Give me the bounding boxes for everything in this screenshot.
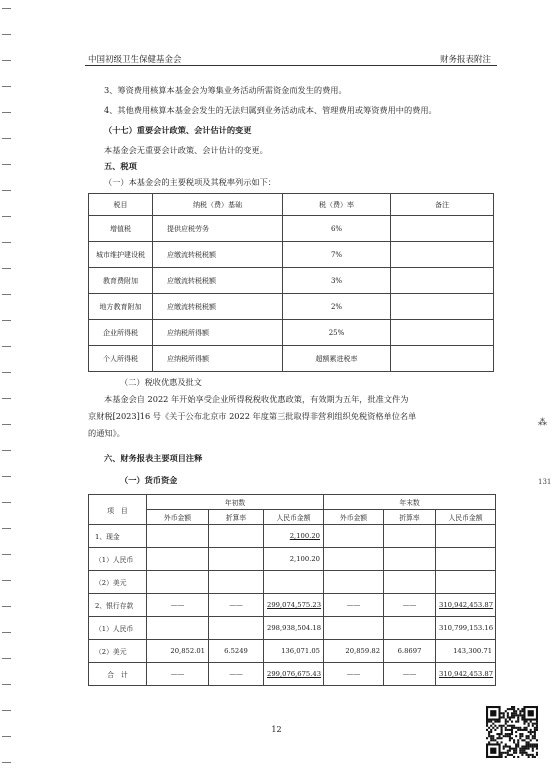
table-row — [89, 320, 494, 346]
table-cell — [384, 525, 436, 548]
table-cell: 增值税 — [89, 216, 153, 242]
column-header: 人民币金额 — [264, 510, 324, 525]
table-header-row — [89, 194, 494, 216]
table-cell: —— — [209, 594, 264, 617]
table-cell — [384, 617, 436, 640]
table-cell — [209, 525, 264, 548]
table-cell: 299,076,675.43 — [264, 663, 324, 686]
table-cell — [324, 571, 384, 594]
subsection-heading-tax-rates: （一）本基金会的主要税项及其税率列示如下： — [104, 177, 276, 187]
column-header: 备注 — [391, 194, 494, 216]
column-header: 折算率 — [384, 510, 436, 525]
table-cell: 企业所得税 — [89, 320, 153, 346]
subsection-heading-monetary-funds: （一）货币资金 — [120, 475, 178, 485]
table-cell: 2,100.20 — [264, 525, 324, 548]
table-cell — [384, 571, 436, 594]
binding-dash — [2, 372, 11, 373]
table-cell — [147, 617, 209, 640]
paragraph-tax-incentive-line: 本基金会自 2022 年开始享受企业所得税税收优惠政策，有效期为五年，批准文件为 — [104, 394, 409, 404]
table-cell: 地方教育附加 — [89, 294, 153, 320]
table-cell: 310,799,153.16 — [436, 617, 496, 640]
row-label: （2）美元 — [89, 571, 147, 594]
row-label: 2、银行存款 — [89, 594, 147, 617]
table-cell: 6.8697 — [384, 640, 436, 663]
table-cell — [384, 548, 436, 571]
table-row — [89, 640, 496, 663]
margin-stamp-mark: ⁂ — [538, 418, 547, 428]
monetary-funds-table — [88, 494, 496, 686]
table-cell: 6% — [283, 216, 391, 242]
table-cell: —— — [209, 663, 264, 686]
table-cell — [209, 617, 264, 640]
table-cell: 应缴流转税税额 — [153, 268, 283, 294]
column-header-item: 项 目 — [89, 495, 147, 525]
table-row — [89, 294, 494, 320]
binding-dash — [2, 164, 11, 165]
table-cell: —— — [147, 663, 209, 686]
table-row — [89, 594, 496, 617]
table-cell: 298,938,504.18 — [264, 617, 324, 640]
table-cell — [391, 294, 494, 320]
binding-dash — [2, 138, 11, 139]
binding-dash — [2, 242, 11, 243]
table-total-row — [89, 663, 496, 686]
table-row — [89, 216, 494, 242]
table-cell: 个人所得税 — [89, 346, 153, 372]
table-cell — [324, 525, 384, 548]
table-cell — [147, 548, 209, 571]
table-row — [89, 268, 494, 294]
binding-dash — [2, 216, 11, 217]
binding-dash — [2, 424, 11, 425]
table-cell: —— — [147, 594, 209, 617]
table-cell: 20,852.01 — [147, 640, 209, 663]
binding-dash — [2, 86, 11, 87]
paragraph-tax-incentive-line: 京财税[2023]16 号《关于公布北京市 2022 年度第三批取得非营利组织免税资格单位名单 — [88, 411, 417, 421]
table-cell: 教育费附加 — [89, 268, 153, 294]
paragraph-policy-change: 本基金会无重要会计政策、会计估计的变更。 — [104, 145, 268, 155]
table-cell — [147, 571, 209, 594]
binding-dash — [2, 294, 11, 295]
row-label: （1）人民币 — [89, 617, 147, 640]
column-header: 人民币金额 — [436, 510, 496, 525]
binding-dash — [2, 8, 11, 9]
binding-dash — [2, 60, 11, 61]
paragraph-fundraising-expense: 3、筹资费用核算本基金会为筹集业务活动所需资金而发生的费用。 — [104, 85, 347, 95]
table-cell: 310,942,453.87 — [436, 663, 496, 686]
table-row — [89, 548, 496, 571]
header-section-title: 财务报表附注 — [439, 55, 491, 65]
column-header: 外币金额 — [324, 510, 384, 525]
binding-dash — [2, 502, 11, 503]
binding-dash — [2, 658, 11, 659]
table-cell: 3% — [283, 268, 391, 294]
binding-dash — [2, 528, 11, 529]
table-cell: —— — [324, 594, 384, 617]
table-cell: 应纳税所得额 — [153, 320, 283, 346]
binding-dash — [2, 320, 11, 321]
table-cell: 143,300.71 — [436, 640, 496, 663]
paragraph-other-expense: 4、其他费用核算本基金会发生的无法归属到业务活动成本、管理费用或筹资费用中的费用。 — [104, 105, 437, 115]
row-label: （2）美元 — [89, 640, 147, 663]
binding-dash — [2, 112, 11, 113]
section-heading-taxes: 五、税项 — [104, 161, 137, 171]
table-cell: 299,074,575.23 — [264, 594, 324, 617]
table-cell: —— — [324, 663, 384, 686]
row-label: 1、现金 — [89, 525, 147, 548]
table-cell: —— — [384, 663, 436, 686]
table-cell — [209, 571, 264, 594]
table-cell: 20,859.82 — [324, 640, 384, 663]
column-header: 外币金额 — [147, 510, 209, 525]
table-row — [89, 242, 494, 268]
table-row — [89, 346, 494, 372]
table-cell: 应缴流转税税额 — [153, 294, 283, 320]
binding-dash — [2, 684, 11, 685]
table-cell: 2,100.20 — [264, 548, 324, 571]
table-cell — [436, 525, 496, 548]
column-group-ending: 年末数 — [324, 495, 496, 510]
binding-dash — [2, 580, 11, 581]
table-cell — [436, 548, 496, 571]
binding-dash — [2, 190, 11, 191]
table-cell: 应纳税所得额 — [153, 346, 283, 372]
row-label: 合 计 — [89, 663, 147, 686]
table-cell: 310,942,453.87 — [436, 594, 496, 617]
table-cell — [391, 346, 494, 372]
table-subheader-row — [89, 510, 496, 525]
table-cell: 应缴流转税税额 — [153, 242, 283, 268]
binding-dash — [2, 606, 11, 607]
table-cell — [391, 320, 494, 346]
paragraph-tax-incentive-line: 的通知》。 — [88, 428, 125, 438]
binding-dash — [2, 476, 11, 477]
column-header: 纳税（费）基础 — [153, 194, 283, 216]
table-cell: 超额累进税率 — [283, 346, 391, 372]
table-cell: —— — [384, 594, 436, 617]
page-number: 12 — [271, 725, 282, 734]
table-header-row — [89, 495, 496, 510]
tax-rate-table — [88, 193, 494, 372]
binding-dash — [2, 554, 11, 555]
table-row — [89, 571, 496, 594]
table-cell — [391, 216, 494, 242]
table-cell — [391, 242, 494, 268]
qr-code-icon — [486, 706, 538, 758]
margin-number-mark: 131 — [538, 478, 552, 486]
table-cell — [324, 548, 384, 571]
binding-dash — [2, 632, 11, 633]
table-cell — [264, 571, 324, 594]
table-cell: 7% — [283, 242, 391, 268]
table-cell — [209, 548, 264, 571]
table-cell — [436, 571, 496, 594]
table-cell: 城市维护建设税 — [89, 242, 153, 268]
column-group-beginning: 年初数 — [147, 495, 324, 510]
binding-dash — [2, 762, 11, 763]
header-divider — [85, 65, 497, 66]
binding-dash — [2, 268, 11, 269]
header-organization: 中国初级卫生保健基金会 — [88, 55, 182, 65]
column-header: 税（费）率 — [283, 194, 391, 216]
table-cell: 6.5249 — [209, 640, 264, 663]
section-heading-notes: 六、财务报表主要项目注释 — [104, 453, 203, 463]
table-row — [89, 525, 496, 548]
table-cell: 136,071.05 — [264, 640, 324, 663]
table-cell: 提供应税劳务 — [153, 216, 283, 242]
column-header: 折算率 — [209, 510, 264, 525]
binding-dash — [2, 346, 11, 347]
table-cell: 2% — [283, 294, 391, 320]
subsection-heading-tax-incentives: （二）税收优惠及批文 — [120, 377, 202, 387]
table-row — [89, 617, 496, 640]
binding-dash — [2, 398, 11, 399]
binding-dash — [2, 34, 11, 35]
binding-dash — [2, 710, 11, 711]
table-cell — [324, 617, 384, 640]
column-header: 税目 — [89, 194, 153, 216]
table-cell: 25% — [283, 320, 391, 346]
binding-dash — [2, 736, 11, 737]
section-heading-policy-change: （十七）重要会计政策、会计估计的变更 — [104, 125, 252, 135]
table-cell — [147, 525, 209, 548]
binding-dash — [2, 450, 11, 451]
row-label: （1）人民币 — [89, 548, 147, 571]
table-cell — [391, 268, 494, 294]
